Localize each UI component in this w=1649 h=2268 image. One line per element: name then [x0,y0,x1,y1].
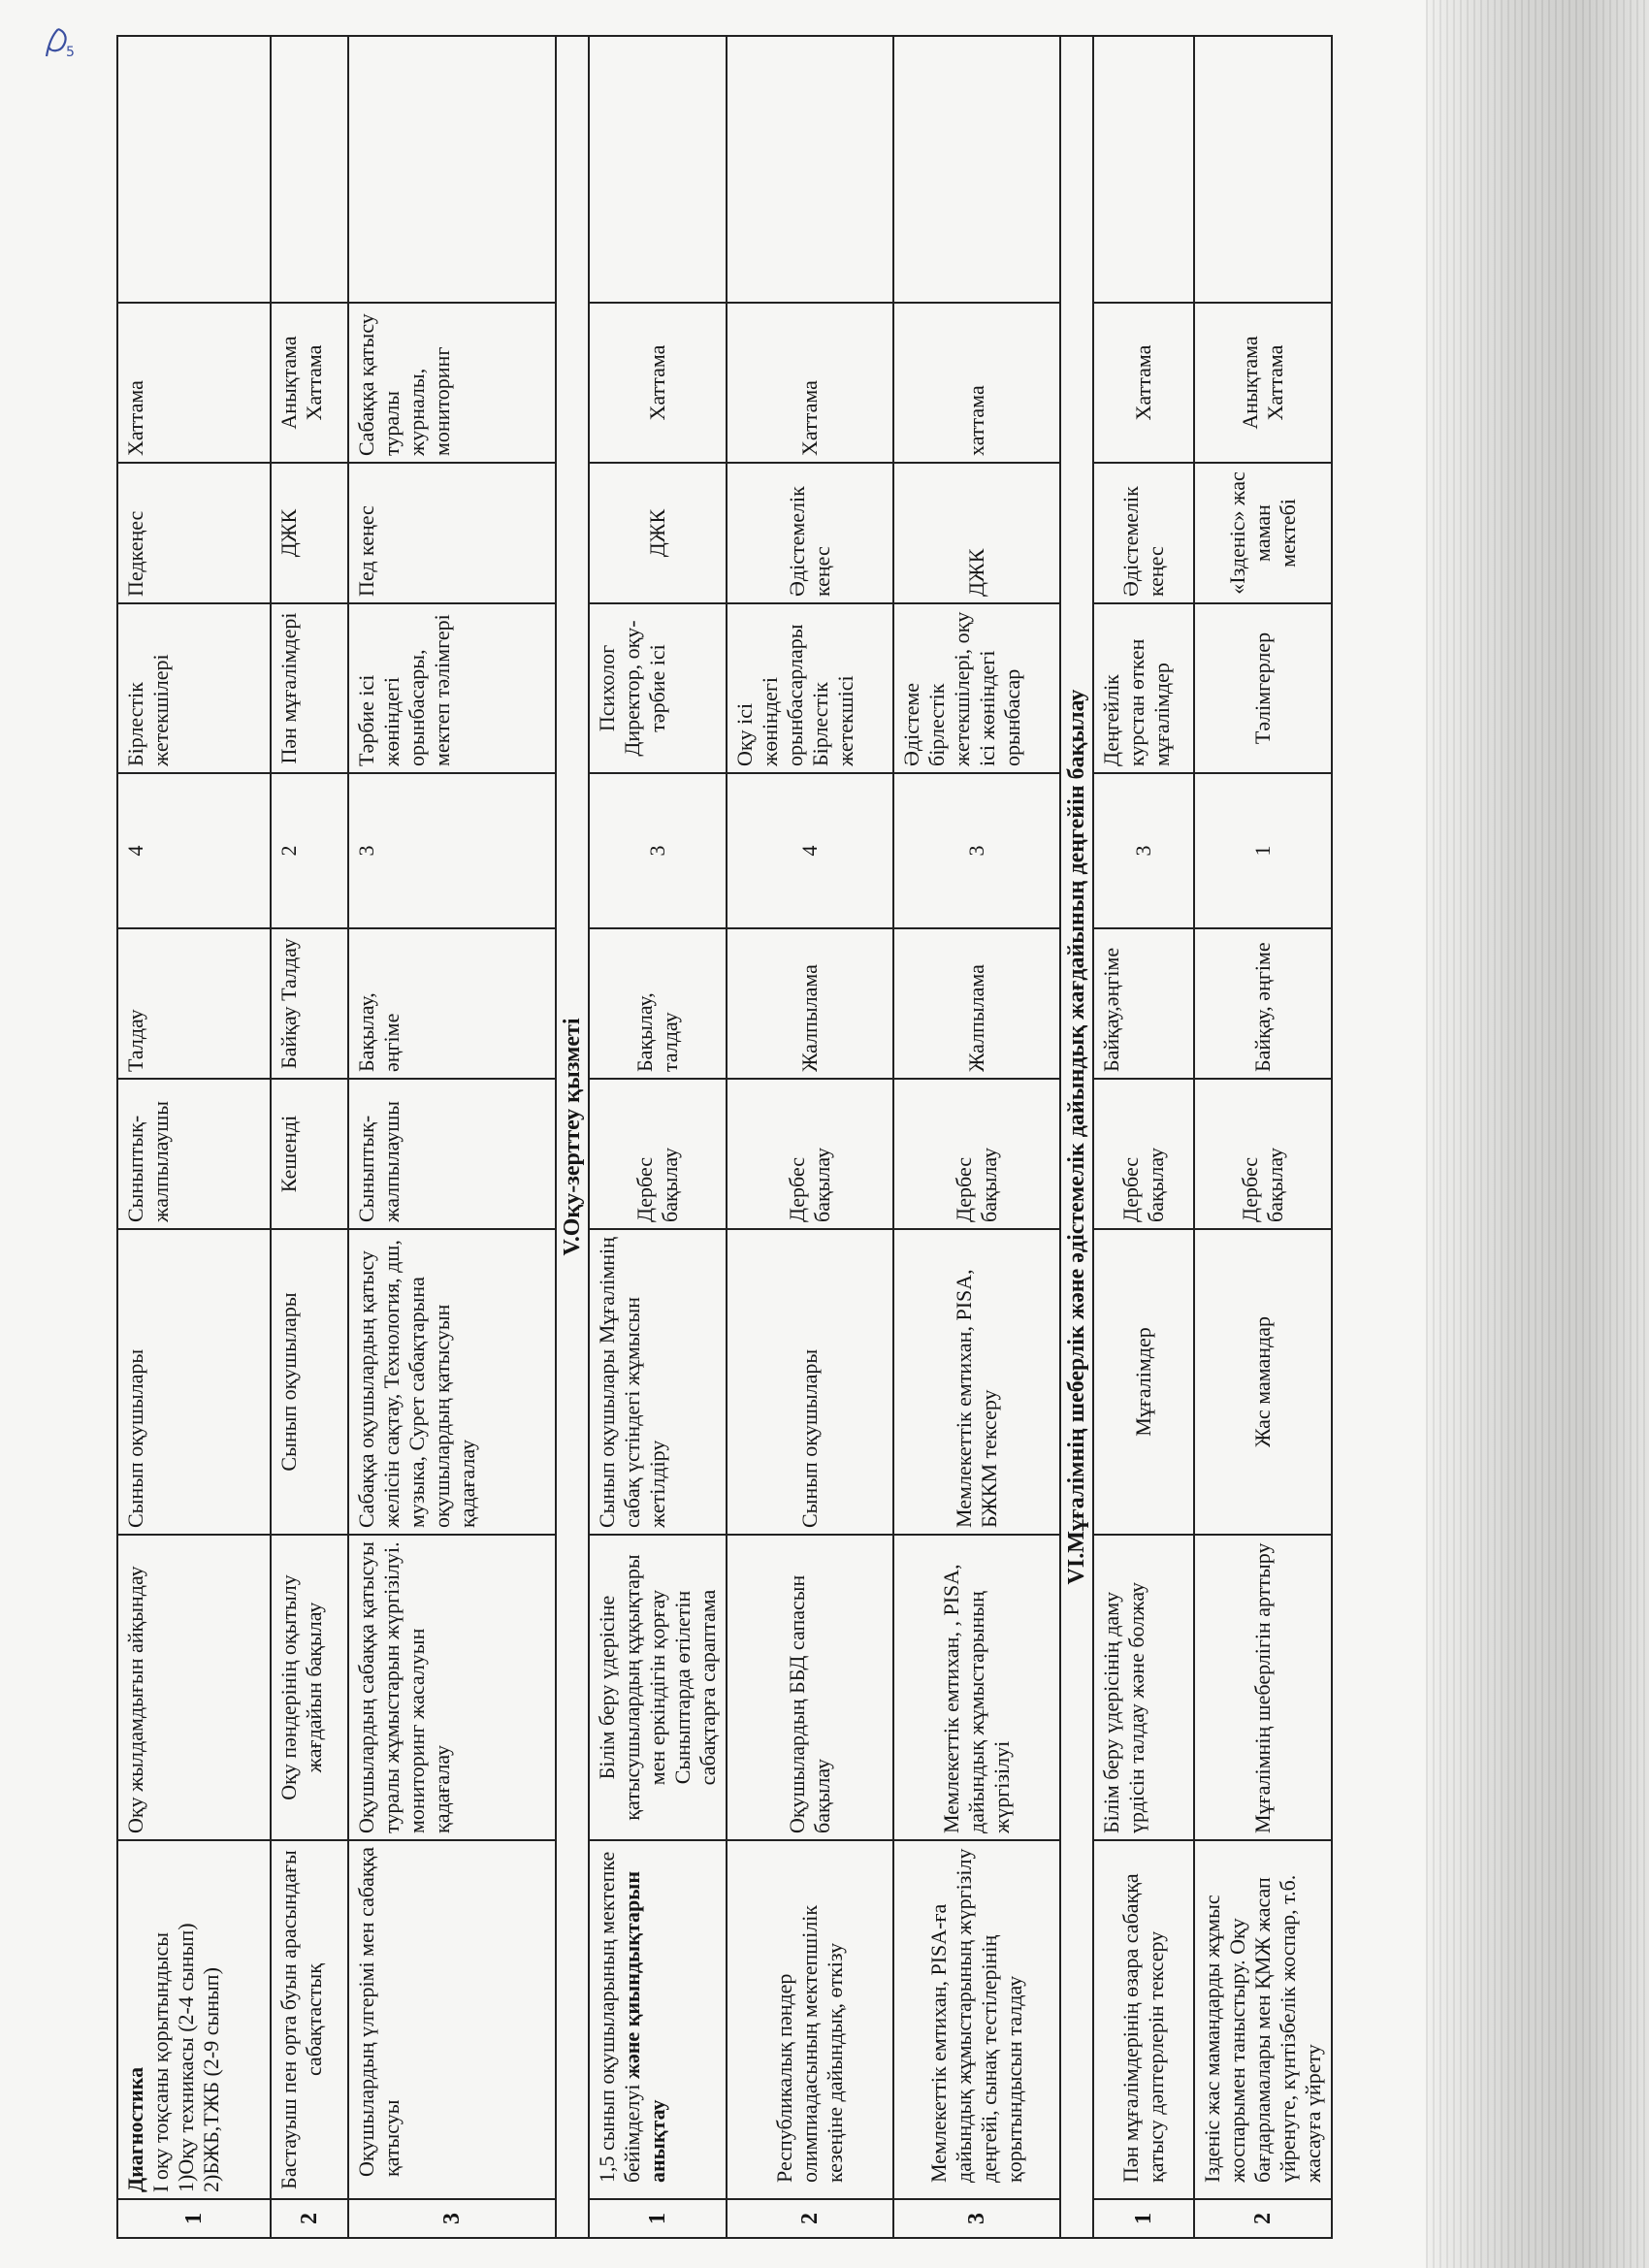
result-cell: Хаттама [589,303,727,463]
result-cell: Сабаққа қатысу туралы журналы, мониторинг [348,303,556,463]
week-cell: 4 [117,773,271,928]
method-cell: Жалпылама [727,928,893,1079]
table-row [271,36,348,2238]
goal-cell: Білім беру үдерісінің даму үрдісін талдау және болжау [1093,1535,1194,1840]
topic-line: 2)БЖБ,ТЖБ (2-9 сынып) [198,1967,223,2192]
topic-cell [117,1840,271,2199]
goal-cell: Білім беру үдерісіне қатысушылардың құқықтары мен еркіндігін қорғау Сыныптарда өтілетін сабақтарға сараптама [589,1535,727,1840]
page-number-mark [39,23,83,62]
page-number-text: 5 [66,45,75,60]
venue-cell: «Ізденіс» жас маман мектебі [1194,463,1332,603]
extra-cell [893,36,1060,303]
extra-cell [271,36,348,303]
method-cell: Бақылау, әңгіме [348,928,556,1079]
extra-cell [727,36,893,303]
week-cell: 3 [348,773,556,928]
row-number: 1 [589,2199,727,2238]
topic-cell: Мемлекеттік емтихан, PISA-ға дайындық жұмыстарының жүргізілу деңгейі, сынақ тестілерінің қорытындысын талдау [893,1840,1060,2199]
goal-cell: Мемлекеттік емтихан, , PISA, дайындық жұмыстарының жүргізілуі [893,1535,1060,1840]
table-row [117,36,271,2238]
object-cell: Сынып оқушылары [727,1229,893,1535]
result-cell: хаттама [893,303,1060,463]
goal-cell: Оқу жылдамдығын айқындау [117,1535,271,1840]
kind-cell: Кешенді [271,1079,348,1229]
topic-title: Диагностика [123,2066,147,2192]
venue-cell: Әдістемелік кеңес [727,463,893,603]
venue-cell: Әдістемелік кеңес [1093,463,1194,603]
responsible-cell: Әдістеме бірлестік жетекшілері, оқу ісі жөніндегі орынбасар [893,603,1060,773]
row-number: 3 [893,2199,1060,2238]
row-number: 1 [117,2199,271,2238]
section-title: VI.Мұғалімнің шеберлік және әдістемелік дайындық жағдайының деңгейін бақылау [1060,36,1093,2238]
rotated-page [116,37,1326,2239]
goal-cell: Оқушылардың ББД сапасын бақылау [727,1535,893,1840]
responsible-cell: Тәлімгерлер [1194,603,1332,773]
table-row [1194,36,1332,2238]
extra-cell [117,36,271,303]
extra-cell [1093,36,1194,303]
section-row [556,36,589,2238]
result-cell: Хаттама [117,303,271,463]
topic-cell: Оқушылардың үлгерімі мен сабаққа қатысуы [348,1840,556,2199]
table-row [589,36,727,2238]
topic-cell: Республикалық пәндер олимпиадасының мектепшілік кезеңіне дайындық, өткізу [727,1840,893,2199]
topic-cell: Бастауыш пен орта буын арасындағы сабақтастық [271,1840,348,2199]
extra-cell [348,36,556,303]
row-number: 2 [727,2199,893,2238]
responsible-cell: Психолог Директор, оқу-тәрбие ісі [589,603,727,773]
week-cell: 3 [893,773,1060,928]
object-cell: Сабаққа оқушылардың қатысу желісін сақтау, Технология, дш, музыка, Сурет сабақтарына оқушылардың қатысуын қадағалау [348,1229,556,1535]
topic-plain: 1,5 сынып оқушыларының мектепке бейімделуі [595,1851,645,2183]
object-cell: Жас мамандар [1194,1229,1332,1535]
week-cell: 2 [271,773,348,928]
result-cell: Хаттама [1093,303,1194,463]
object-cell: Сынып оқушылары [117,1229,271,1535]
topic-bold: және қиындықтарын анықтау [620,1870,670,2183]
method-cell: Жалпылама [893,928,1060,1079]
responsible-cell: Бірлестік жетекшілері [117,603,271,773]
week-cell: 3 [589,773,727,928]
kind-cell: Дербес бақылау [727,1079,893,1229]
table-row [348,36,556,2238]
object-cell: Мемлекеттік емтихан, PISA, БЖКМ тексеру [893,1229,1060,1535]
topic-line: I оқу тоқсаны қорытындысы [147,1931,173,2192]
topic-line: 1)Оқу техникасы (2-4 сынып) [173,1923,198,2192]
table-row [893,36,1060,2238]
scan-edge-strip [1426,0,1649,2268]
row-number: 2 [1194,2199,1332,2238]
venue-cell: Педкеңес [117,463,271,603]
kind-cell: Дербес бақылау [1093,1079,1194,1229]
kind-cell: Сыныптық-жалпылаушы [348,1079,556,1229]
responsible-cell: Деңгейлік курстан өткен мұғалімдер [1093,603,1194,773]
row-number: 1 [1093,2199,1194,2238]
method-cell: Бақылау, талдау [589,928,727,1079]
venue-cell: ДЖК [589,463,727,603]
week-cell: 3 [1093,773,1194,928]
method-cell: Байқау,әңгіме [1093,928,1194,1079]
object-cell: Мұғалімдер [1093,1229,1194,1535]
extra-cell [589,36,727,303]
responsible-cell: Тәрбие ісі жөніндегі орынбасары, мектеп тәлімгері [348,603,556,773]
week-cell: 4 [727,773,893,928]
responsible-cell: Пән мұғалімдері [271,603,348,773]
venue-cell: ДЖК [271,463,348,603]
responsible-cell: Оқу ісі жөніндегі орынбасарлары Бірлестік жетекшісі [727,603,893,773]
table-row [727,36,893,2238]
topic-cell: Ізденіс жас мамандарды жұмыс жоспарымен таныстыру. Оқу бағдарламалары мен ҚМЖ жасап үйренуге, күнтізбелік жоспар, т.б. жасауға үйрету [1194,1840,1332,2199]
table-row [1093,36,1194,2238]
object-cell: Сынып оқушылары Мұғалімнің сабақ үстіндегі жұмысын жетілдіру [589,1229,727,1535]
goal-cell: Оқу пәндерінің оқытылу жағдайын бақылау [271,1535,348,1840]
topic-cell: Пән мұғалімдерінің өзара сабаққа қатысу дәптерлерін тексеру [1093,1840,1194,2199]
result-cell: Анықтама Хаттама [271,303,348,463]
kind-cell: Дербес бақылау [589,1079,727,1229]
goal-cell: Мұғалімнің шеберлігін арттыру [1194,1535,1332,1840]
method-cell: Талдау [117,928,271,1079]
method-cell: Байқау Талдау [271,928,348,1079]
extra-cell [1194,36,1332,303]
kind-cell: Сыныптық-жалпылаушы [117,1079,271,1229]
topic-cell [589,1840,727,2199]
method-cell: Байқау, әңгіме [1194,928,1332,1079]
object-cell: Сынып оқушылары [271,1229,348,1535]
venue-cell: Пед кеңес [348,463,556,603]
kind-cell: Дербес бақылау [1194,1079,1332,1229]
row-number: 2 [271,2199,348,2238]
venue-cell: ДЖК [893,463,1060,603]
result-cell: Анықтама Хаттама [1194,303,1332,463]
goal-cell: Оқушылардың сабаққа қатысуы туралы жұмыстарын жүргізілуі. мониторинг жасалуын қадағалау [348,1535,556,1840]
result-cell: Хаттама [727,303,893,463]
week-cell: 1 [1194,773,1332,928]
control-plan-table [116,35,1333,2239]
kind-cell: Дербес бақылау [893,1079,1060,1229]
section-title: V.Оқу-зерттеу қызметі [556,36,589,2238]
section-row [1060,36,1093,2238]
row-number: 3 [348,2199,556,2238]
